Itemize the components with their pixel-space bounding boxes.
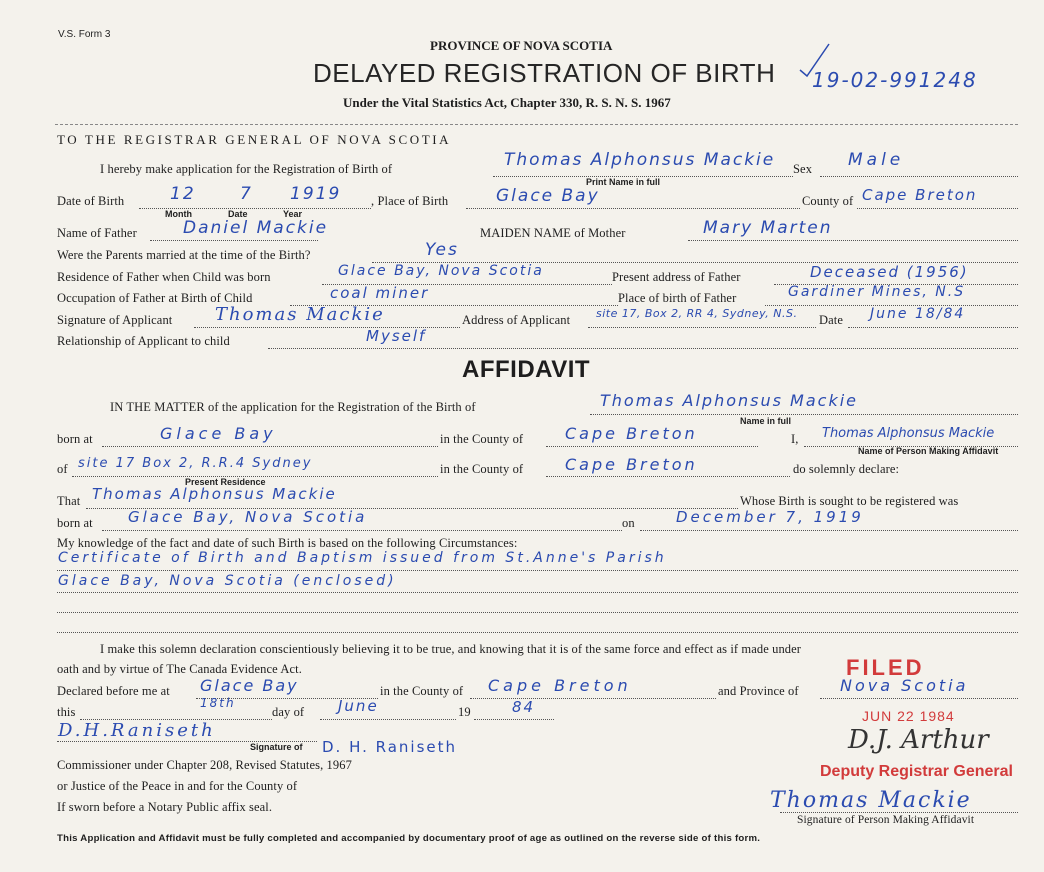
check-mark-icon xyxy=(795,40,835,80)
date-label: Date xyxy=(819,313,843,327)
registrar-signature: D.J. Arthur xyxy=(848,725,989,755)
affidavit-heading: AFFIDAVIT xyxy=(462,356,591,383)
present-addr-label: Present address of Father xyxy=(612,270,741,284)
deputy-registrar-title: Deputy Registrar General xyxy=(820,763,1013,780)
justice-line: or Justice of the Peace in and for the County of xyxy=(57,779,298,793)
print-name-note: Print Name in full xyxy=(586,177,661,187)
header-divider xyxy=(55,124,1018,125)
child-name-value: Thomas Alphonsus Mackie xyxy=(504,150,776,170)
commissioner-name: D. H. Raniseth xyxy=(322,738,458,756)
born-at-label: born at xyxy=(57,432,93,446)
dob-date-value: 7 xyxy=(240,184,253,204)
solemn-line1: I make this solemn declaration conscientiously believing it to be true, and knowing that it is of the same force and effect as if made under xyxy=(100,642,802,656)
county-label: County of xyxy=(802,194,854,208)
this-label: this xyxy=(57,705,76,719)
county-of-label: in the County of xyxy=(440,432,524,446)
that-name-value: Thomas Alphonsus Mackie xyxy=(92,485,337,503)
married-value: Yes xyxy=(425,240,459,260)
declared-at-value: Glace Bay xyxy=(200,676,299,695)
province-label: and Province of xyxy=(718,684,799,698)
county-value: Cape Breton xyxy=(862,186,978,204)
year-caption: Year xyxy=(283,209,303,219)
applicant-signature: Thomas Mackie xyxy=(215,304,385,325)
on-label: on xyxy=(622,516,635,530)
filed-date: JUN 22 1984 xyxy=(862,708,955,724)
father-label: Name of Father xyxy=(57,226,137,240)
knowledge-label: My knowledge of the fact and date of such Birth is based on the following Circumstances: xyxy=(57,536,518,550)
dob-month-value: 12 xyxy=(170,184,196,204)
year-value: 84 xyxy=(512,698,536,716)
that-label: That xyxy=(57,494,81,508)
sex-value: Male xyxy=(848,150,905,170)
dob-label: Date of Birth xyxy=(57,194,125,208)
month-value: June xyxy=(338,697,379,715)
born-at2-label: born at xyxy=(57,516,93,530)
present-addr-value: Deceased (1956) xyxy=(810,263,969,281)
date-caption: Date xyxy=(228,209,248,219)
day-of-label: day of xyxy=(272,705,305,719)
affiant-signature: Thomas Mackie xyxy=(770,788,972,813)
i-label: I, xyxy=(791,432,799,446)
affiant-sig-note: Signature of Person Making Affidavit xyxy=(797,814,975,826)
commissioner-signature: D.H.Raniseth xyxy=(58,720,216,741)
day-value: 18th xyxy=(200,696,236,710)
year-prefix: 19 xyxy=(458,705,471,719)
month-caption: Month xyxy=(165,209,192,219)
sex-label: Sex xyxy=(793,162,813,176)
father-pob-label: Place of birth of Father xyxy=(618,291,737,305)
address-label: Address of Applicant xyxy=(462,313,571,327)
occupation-value: coal miner xyxy=(330,284,430,302)
pob-value: Glace Bay xyxy=(496,186,600,206)
address-value: site 17, Box 2, RR 4, Sydney, N.S. xyxy=(596,307,798,320)
married-label: Were the Parents married at the time of the Birth? xyxy=(57,248,311,262)
born-at-value: Glace Bay xyxy=(160,424,277,443)
residence-note: Present Residence xyxy=(185,477,266,487)
footer-note: This Application and Affidavit must be fully completed and accompanied by documentary proof of age as outlined on the reverse side of this form. xyxy=(57,833,761,844)
commissioner-line: Commissioner under Chapter 208, Revised Statutes, 1967 xyxy=(57,758,352,772)
res-father-label: Residence of Father when Child was born xyxy=(57,270,271,284)
circumstances-line1: Certificate of Birth and Baptism issued from St.Anne's Parish xyxy=(58,550,667,566)
signature-of-label: Signature of xyxy=(250,742,303,752)
date-value: June 18/84 xyxy=(870,306,966,322)
notary-line: If sworn before a Notary Public affix seal. xyxy=(57,800,273,814)
res-father-value: Glace Bay, Nova Scotia xyxy=(338,263,544,279)
matter-name-value: Thomas Alphonsus Mackie xyxy=(600,391,858,410)
person-note: Name of Person Making Affidavit xyxy=(858,446,999,456)
person-value: Thomas Alphonsus Mackie xyxy=(822,426,995,441)
form-code: V.S. Form 3 xyxy=(58,29,111,40)
father-pob-value: Gardiner Mines, N.S xyxy=(788,284,966,300)
registration-number: 19-02-991248 xyxy=(812,68,978,92)
pob-label: , Place of Birth xyxy=(371,194,449,208)
occupation-label: Occupation of Father at Birth of Child xyxy=(57,291,253,305)
residence-value: site 17 Box 2, R.R.4 Sydney xyxy=(78,456,313,471)
declare-label: do solemnly declare: xyxy=(793,462,900,476)
sig-label: Signature of Applicant xyxy=(57,313,173,327)
county-of-value: Cape Breton xyxy=(565,424,698,443)
mother-label: MAIDEN NAME of Mother xyxy=(480,226,626,240)
matter-label: IN THE MATTER of the application for the Registration of the Birth of xyxy=(110,400,476,414)
form-subtitle: Under the Vital Statistics Act, Chapter 330, R. S. N. S. 1967 xyxy=(343,95,671,110)
province-heading: PROVINCE OF NOVA SCOTIA xyxy=(430,38,613,53)
county3-value: Cape Breton xyxy=(488,676,632,695)
name-full-note: Name in full xyxy=(740,416,792,426)
declared-label: Declared before me at xyxy=(57,684,170,698)
form-title: DELAYED REGISTRATION OF BIRTH xyxy=(313,58,776,88)
father-value: Daniel Mackie xyxy=(183,218,329,238)
solemn-line2: oath and by virtue of The Canada Evidence Act. xyxy=(57,662,302,676)
intro-label: I hereby make application for the Registration of Birth of xyxy=(100,162,393,176)
county2-label: in the County of xyxy=(440,462,524,476)
whose-label: Whose Birth is sought to be registered was xyxy=(740,494,959,508)
on-date-value: December 7, 1919 xyxy=(676,508,864,526)
filed-text: FILED xyxy=(846,655,925,680)
mother-value: Mary Marten xyxy=(703,218,833,238)
born-at2-value: Glace Bay, Nova Scotia xyxy=(128,508,368,526)
of-label: of xyxy=(57,462,68,476)
province-value: Nova Scotia xyxy=(840,676,969,695)
county3-label: in the County of xyxy=(380,684,464,698)
relationship-value: Myself xyxy=(366,327,427,345)
addressee: TO THE REGISTRAR GENERAL OF NOVA SCOTIA xyxy=(57,132,452,147)
dob-year-value: 1919 xyxy=(290,184,342,204)
county2-value: Cape Breton xyxy=(565,455,698,474)
circumstances-line2: Glace Bay, Nova Scotia (enclosed) xyxy=(58,573,397,589)
relationship-label: Relationship of Applicant to child xyxy=(57,334,230,348)
